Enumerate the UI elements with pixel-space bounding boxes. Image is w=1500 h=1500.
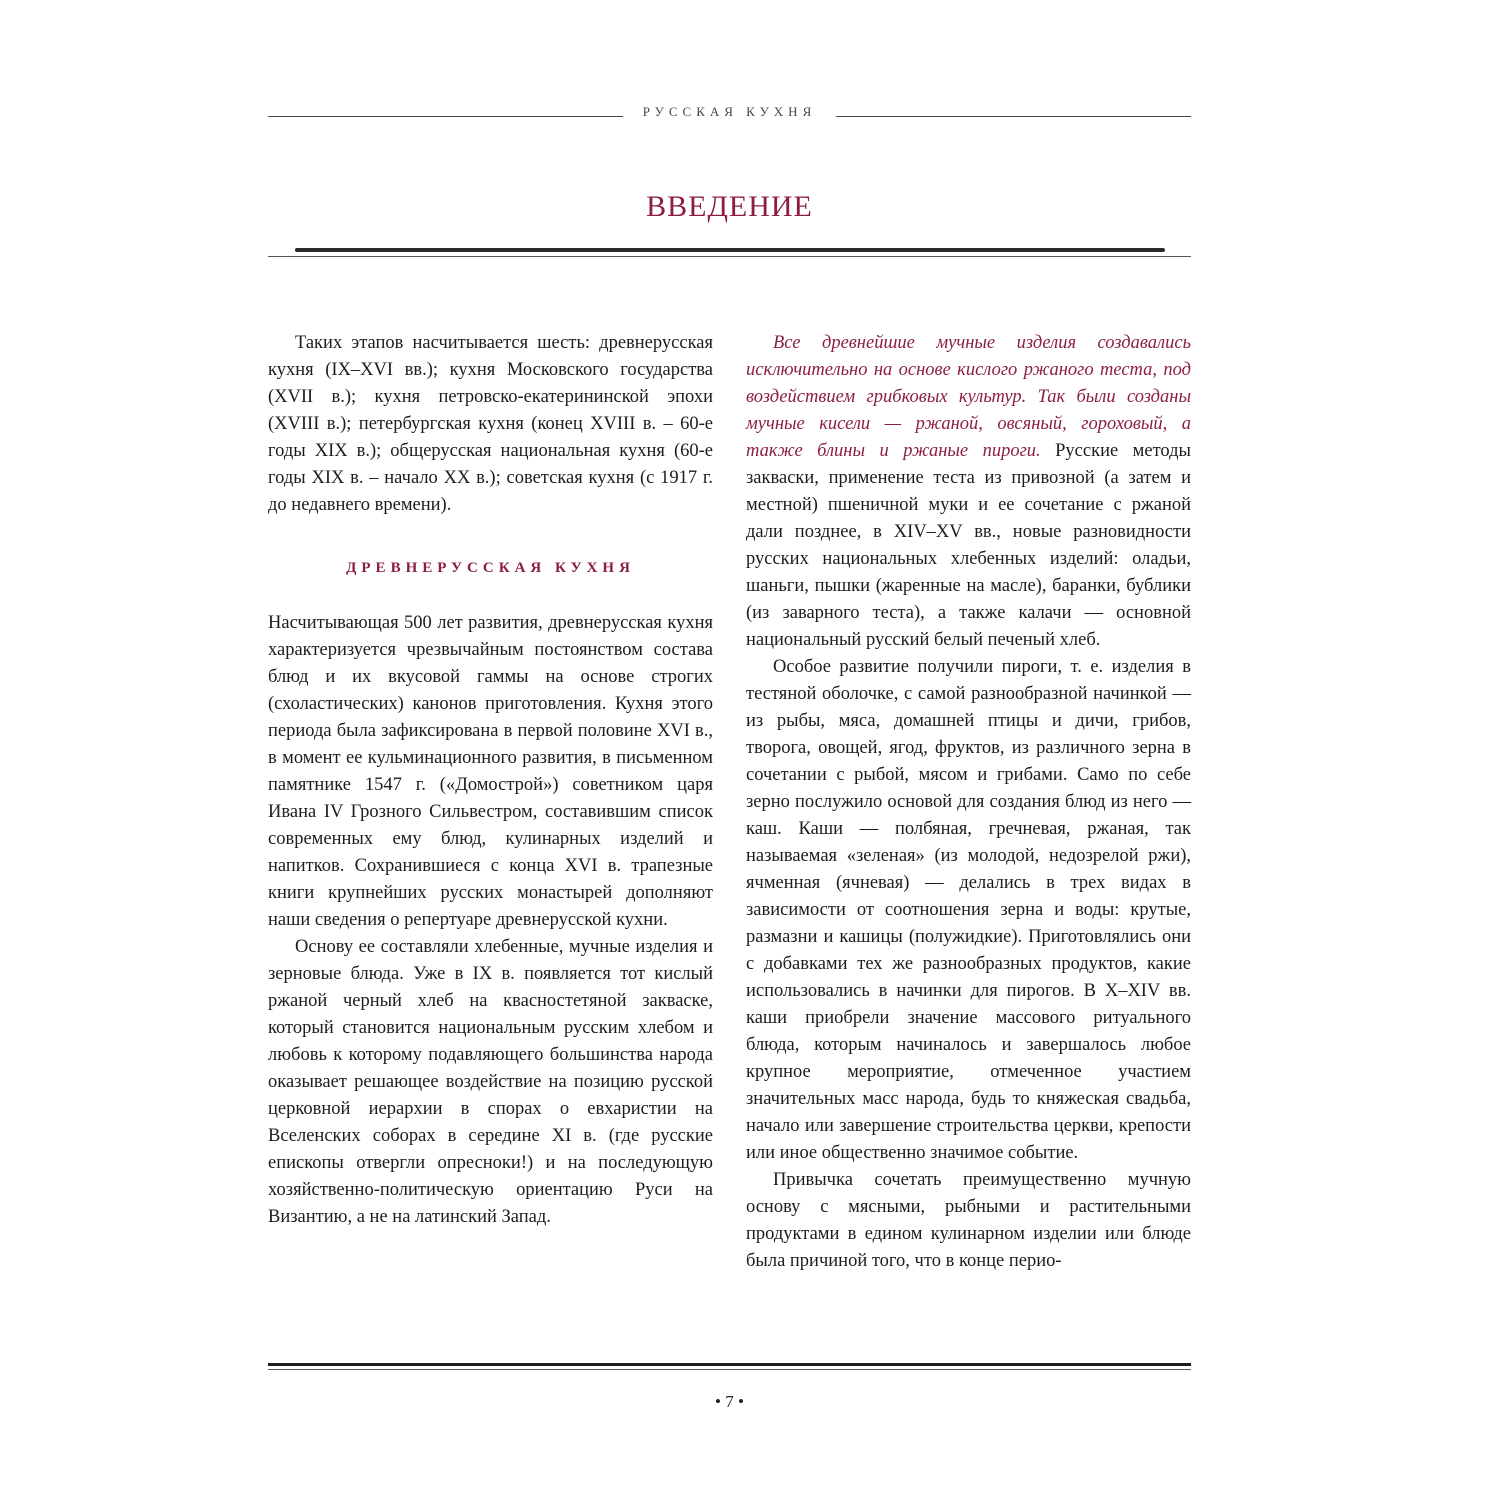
paragraph-text: Русские методы закваски, применение теста из привозной (а затем и местной) пшеничной муки и ее сочетание с ржаной дали позднее, в XIV–XV вв., новые разновидности русских национальных хлебенных изделий: оладьи, шаньги, пышки (жаренные на масле), баранки, бублики (из заварного теста), а также калачи — основной национальный русский белый печеный хлеб.: [746, 441, 1191, 650]
title-rule-thick: [295, 248, 1165, 252]
body-paragraph: [746, 330, 1191, 654]
running-header: [268, 104, 1191, 124]
page-number: • 7 •: [715, 1392, 744, 1411]
footer-rule-thick: [268, 1363, 1191, 1366]
chapter-title: ВВЕДЕНИЕ: [646, 190, 813, 223]
accent-text: Все древнейшие мучные изделия создавались исключительно на основе кислого ржаного теста, под воздействием грибковых культур. Так были созданы мучные кисели — ржаной, овсяный, гороховый, а также блины и ржаные пироги.: [746, 333, 1191, 461]
title-rule-thin: [268, 256, 1191, 257]
body-paragraph: Привычка сочетать преимущественно мучную основу с мясными, рыбными и растительными продуктами в едином кулинарном изделии или блюде была причиной того, что в конце перио-: [746, 1170, 1191, 1271]
body-paragraph: Особое развитие получили пироги, т. е. изделия в тестяной оболочке, с самой разнообразной начинкой — из рыбы, мяса, домашней птицы и дичи, грибов, творога, овощей, ягод, фруктов, из различного зерна в сочетании с рыбой, мясом и грибами. Само по себе зерно послужило основой для создания блюд из него — каш. Каши — полбяная, гречневая, ржаная, так называемая «зеленая» (из молодой, недозрелой ржи), ячменная (ячневая) — делались в трех видах в зависимости от соотношения зерна и воды: крутые, размазни и кашицы (полужидкие). Приготовлялись они с добавками тех же разнообразных продуктов, какие использовались в начинки для пирогов. В X–XIV вв. каши приобрели значение массового ритуального блюда, которым начиналось и завершалось любое крупное мероприятие, отмеченное участием значительных масс народа, будь то княжеская свадьба, начало или завершение строительства церкви, крепости или иное общественно значимое событие.: [746, 657, 1191, 1163]
intro-paragraph: Таких этапов насчитывается шесть: древнерусская кухня (IX–XVI вв.); кухня Московского государства (XVII в.); кухня петровско-екатерининской эпохи (XVIII в.); петербургская кухня (конец XVIII в. – 60-е годы XIX в.); общерусская национальная кухня (60-е годы XIX в. – начало XX в.); советская кухня (с 1917 г. до недавнего времени).: [268, 333, 713, 515]
header-rule-left: [268, 116, 623, 117]
body-paragraph: Насчитывающая 500 лет развития, древнерусская кухня характеризуется чрезвычайным постоянством состава блюд и их вкусовой гаммы на основе строгих (схоластических) канонов приготовления. Кухня этого периода была зафиксирована в первой половине XVI в., в момент ее кульминационного развития, в письменном памятнике 1547 г. («Домострой») советником царя Ивана IV Грозного Сильвестром, составившим список современных ему блюд, кулинарных изделий и напитков. Сохранившиеся с конца XVI в. трапезные книги крупнейших русских монастырей дополняют наши сведения о репертуаре древнерусской кухни.: [268, 613, 713, 930]
header-rule-right: [836, 116, 1191, 117]
footer-rule-thin: [268, 1369, 1191, 1370]
body-paragraph: Основу ее составляли хлебенные, мучные изделия и зерновые блюда. Уже в IX в. появляется тот кислый ржаной черный хлеб на квасностетяной закваске, который становится национальным русским хлебом и любовь к которому подавляющего большинства народа оказывает решающее воздействие на позицию русской церковной иерархии в спорах о евхаристии на Вселенских соборах в середине XI в. (где русские епископы отвергли опресноки!) и на последующую хозяйственно-политическую ориентацию Руси на Византию, а не на латинский Запад.: [268, 937, 713, 1227]
running-head-title: РУССКАЯ КУХНЯ: [642, 104, 817, 119]
right-column: [746, 330, 1191, 1275]
left-column: [268, 330, 713, 1231]
section-heading: ДРЕВНЕРУССКАЯ КУХНЯ: [346, 560, 635, 576]
